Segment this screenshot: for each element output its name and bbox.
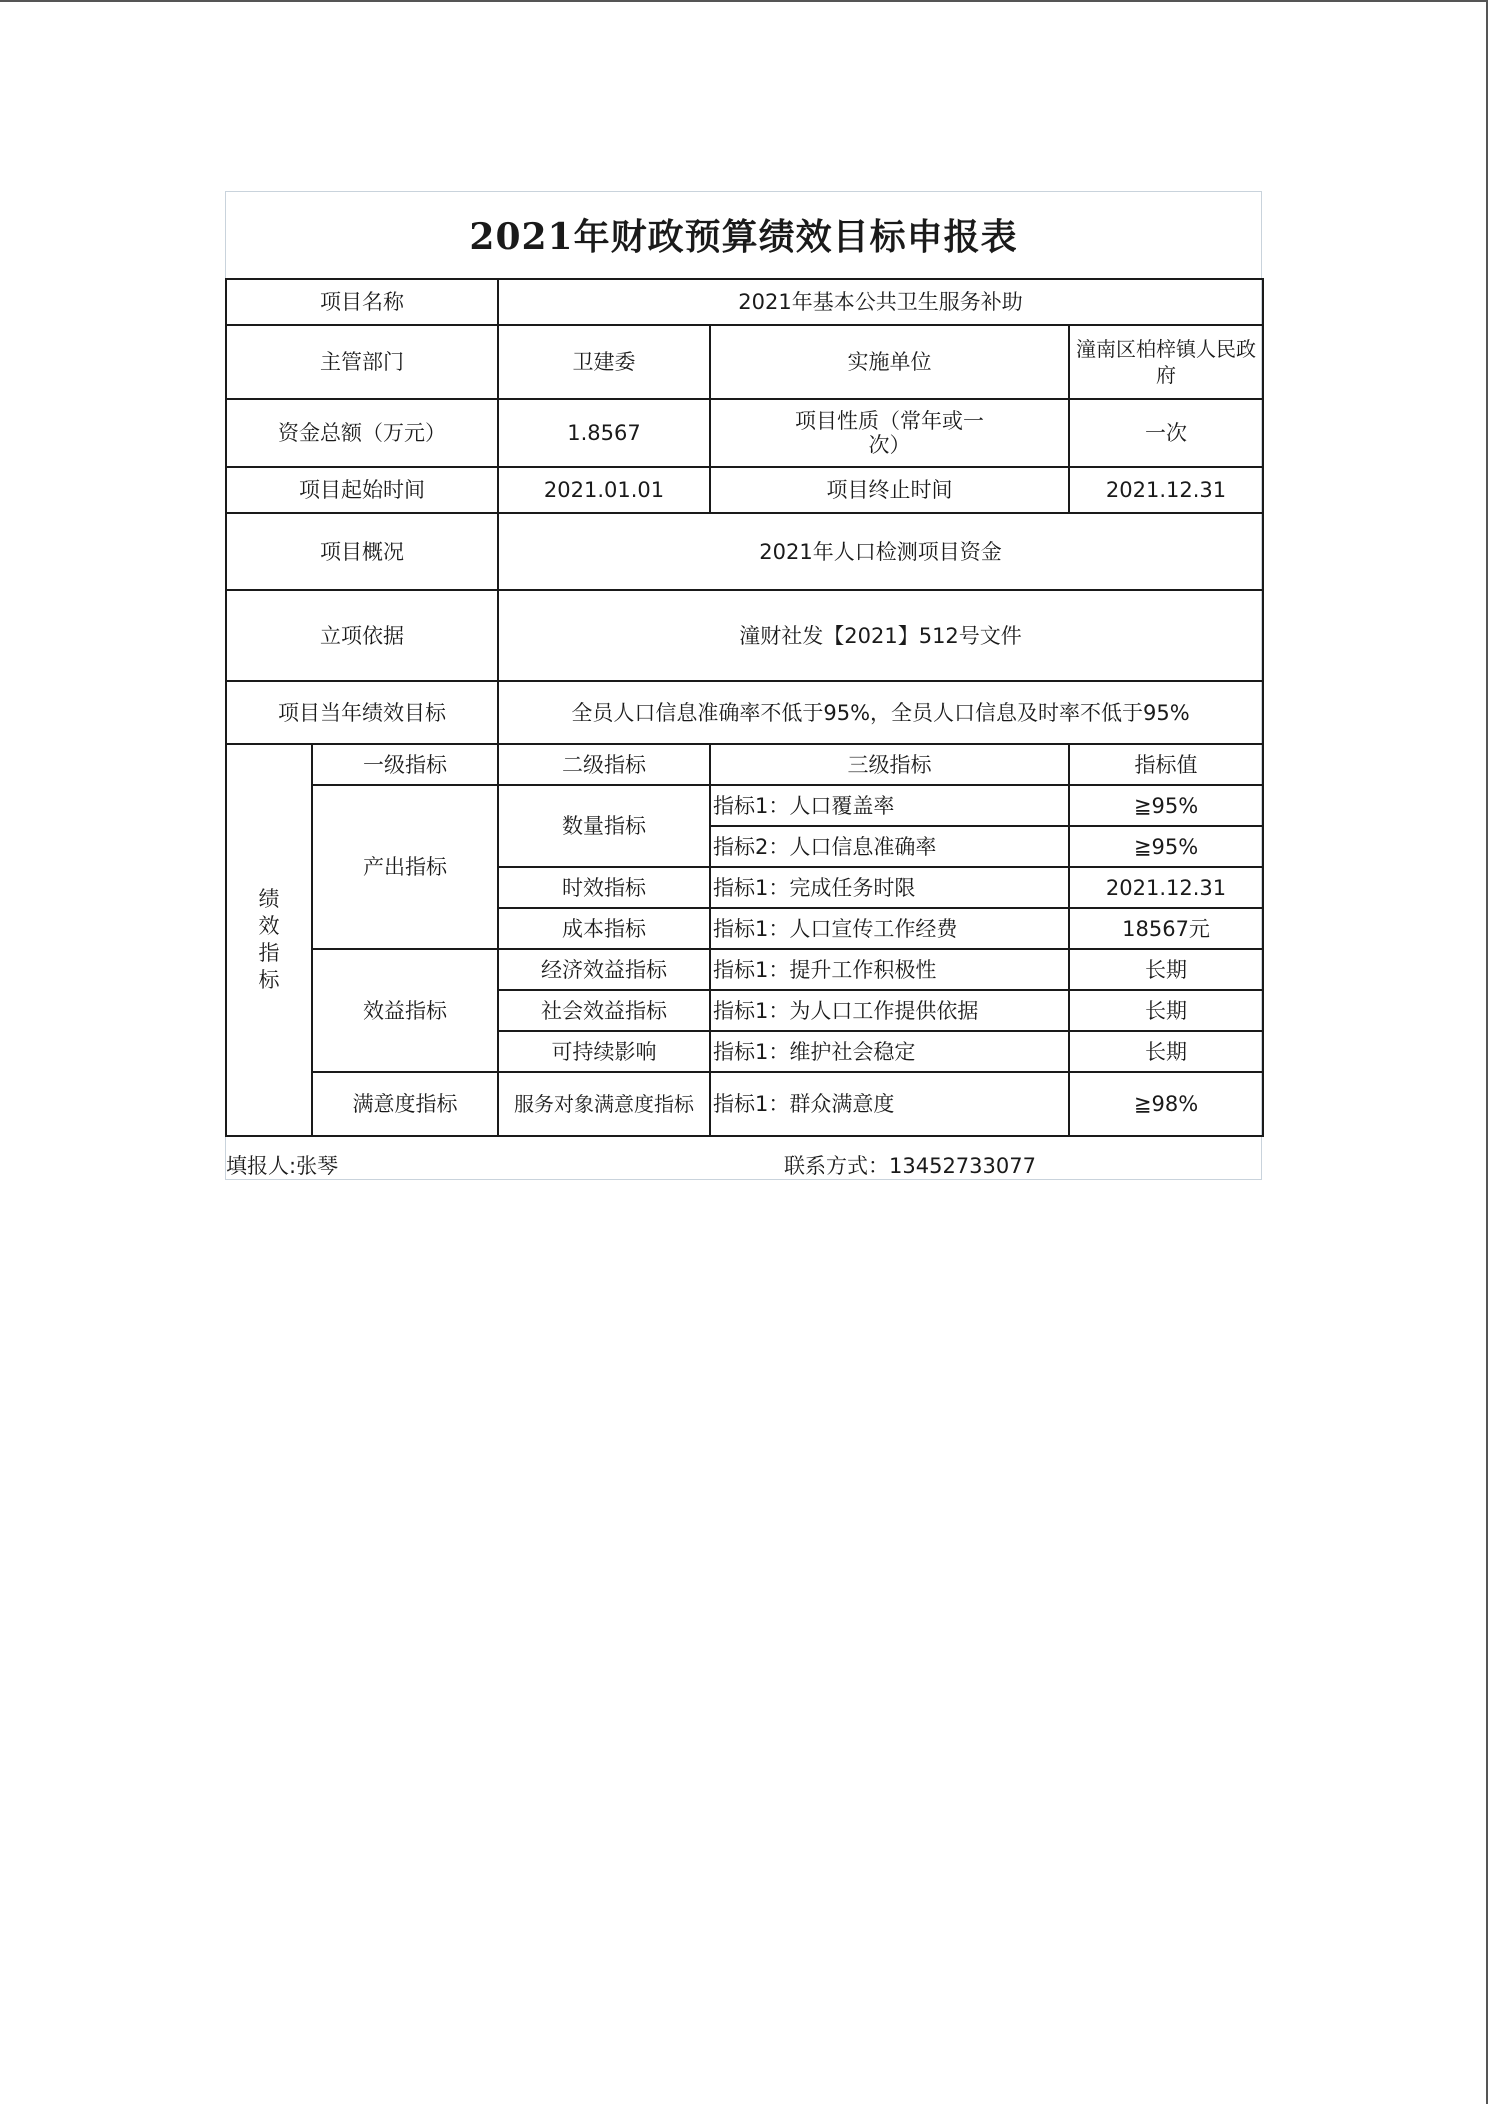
budget-form-table (225, 278, 1264, 1137)
indicator-name: 指标1：维护社会稳定 (710, 1031, 1069, 1072)
row-department (226, 325, 1263, 399)
social-indicator-label: 社会效益指标 (498, 990, 710, 1031)
impl-unit-label: 实施单位 (710, 325, 1069, 399)
satisfaction-level2-label: 服务对象满意度指标 (498, 1072, 710, 1136)
filler-name: 填报人:张琴 (226, 1154, 339, 1178)
impl-unit-value: 潼南区柏梓镇人民政府 (1069, 325, 1263, 399)
indicator-value: 18567元 (1069, 908, 1263, 949)
page-edge-top (0, 0, 1488, 2)
header-value: 指标值 (1069, 744, 1263, 785)
dept-label: 主管部门 (226, 325, 498, 399)
timeliness-indicator-label: 时效指标 (498, 867, 710, 908)
funds-label: 资金总额（万元） (226, 399, 498, 467)
end-time-label: 项目终止时间 (710, 467, 1069, 513)
indicator-value: ≧98% (1069, 1072, 1263, 1136)
project-name-label: 项目名称 (226, 279, 498, 325)
indicator-value: 长期 (1069, 1031, 1263, 1072)
table-row (226, 949, 1263, 990)
indicator-name: 指标2：人口信息准确率 (710, 826, 1069, 867)
row-funds (226, 399, 1263, 467)
indicator-name: 指标1：完成任务时限 (710, 867, 1069, 908)
satisfaction-indicator-label: 满意度指标 (312, 1072, 498, 1136)
row-indicator-headers (226, 744, 1263, 785)
indicator-name: 指标1：人口宣传工作经费 (710, 908, 1069, 949)
goal-value: 全员人口信息准确率不低于95%，全员人口信息及时率不低于95% (498, 681, 1263, 744)
row-project-name (226, 279, 1263, 325)
start-time-label: 项目起始时间 (226, 467, 498, 513)
start-time-value: 2021.01.01 (498, 467, 710, 513)
row-period (226, 467, 1263, 513)
nature-label: 项目性质（常年或一次） (710, 399, 1069, 467)
sustainability-indicator-label: 可持续影响 (498, 1031, 710, 1072)
goal-label: 项目当年绩效目标 (226, 681, 498, 744)
header-level3: 三级指标 (710, 744, 1069, 785)
overview-label: 项目概况 (226, 513, 498, 590)
form-title: 2021年财政预算绩效目标申报表 (469, 216, 1018, 258)
indicator-name: 指标1：为人口工作提供依据 (710, 990, 1069, 1031)
header-level2: 二级指标 (498, 744, 710, 785)
indicator-value: 2021.12.31 (1069, 867, 1263, 908)
benefit-indicator-label: 效益指标 (312, 949, 498, 1072)
row-basis (226, 590, 1263, 681)
contact-info: 联系方式：13452733077 (784, 1154, 1036, 1178)
indicator-value: ≧95% (1069, 785, 1263, 826)
output-indicator-label: 产出指标 (312, 785, 498, 949)
quantity-indicator-label: 数量指标 (498, 785, 710, 867)
indicator-value: 长期 (1069, 949, 1263, 990)
nature-value: 一次 (1069, 399, 1263, 467)
indicator-name: 指标1：群众满意度 (710, 1072, 1069, 1136)
performance-indicators-label: 绩效指标 (226, 744, 312, 1136)
dept-value: 卫建委 (498, 325, 710, 399)
economic-indicator-label: 经济效益指标 (498, 949, 710, 990)
indicator-name: 指标1：人口覆盖率 (710, 785, 1069, 826)
header-level1: 一级指标 (312, 744, 498, 785)
overview-value: 2021年人口检测项目资金 (498, 513, 1263, 590)
indicator-value: ≧95% (1069, 826, 1263, 867)
table-row (226, 1072, 1263, 1136)
basis-value: 潼财社发【2021】512号文件 (498, 590, 1263, 681)
table-row (226, 785, 1263, 826)
row-overview (226, 513, 1263, 590)
end-time-value: 2021.12.31 (1069, 467, 1263, 513)
basis-label: 立项依据 (226, 590, 498, 681)
indicator-value: 长期 (1069, 990, 1263, 1031)
indicator-name: 指标1：提升工作积极性 (710, 949, 1069, 990)
cost-indicator-label: 成本指标 (498, 908, 710, 949)
project-name-value: 2021年基本公共卫生服务补助 (498, 279, 1263, 325)
funds-value: 1.8567 (498, 399, 710, 467)
row-goal (226, 681, 1263, 744)
